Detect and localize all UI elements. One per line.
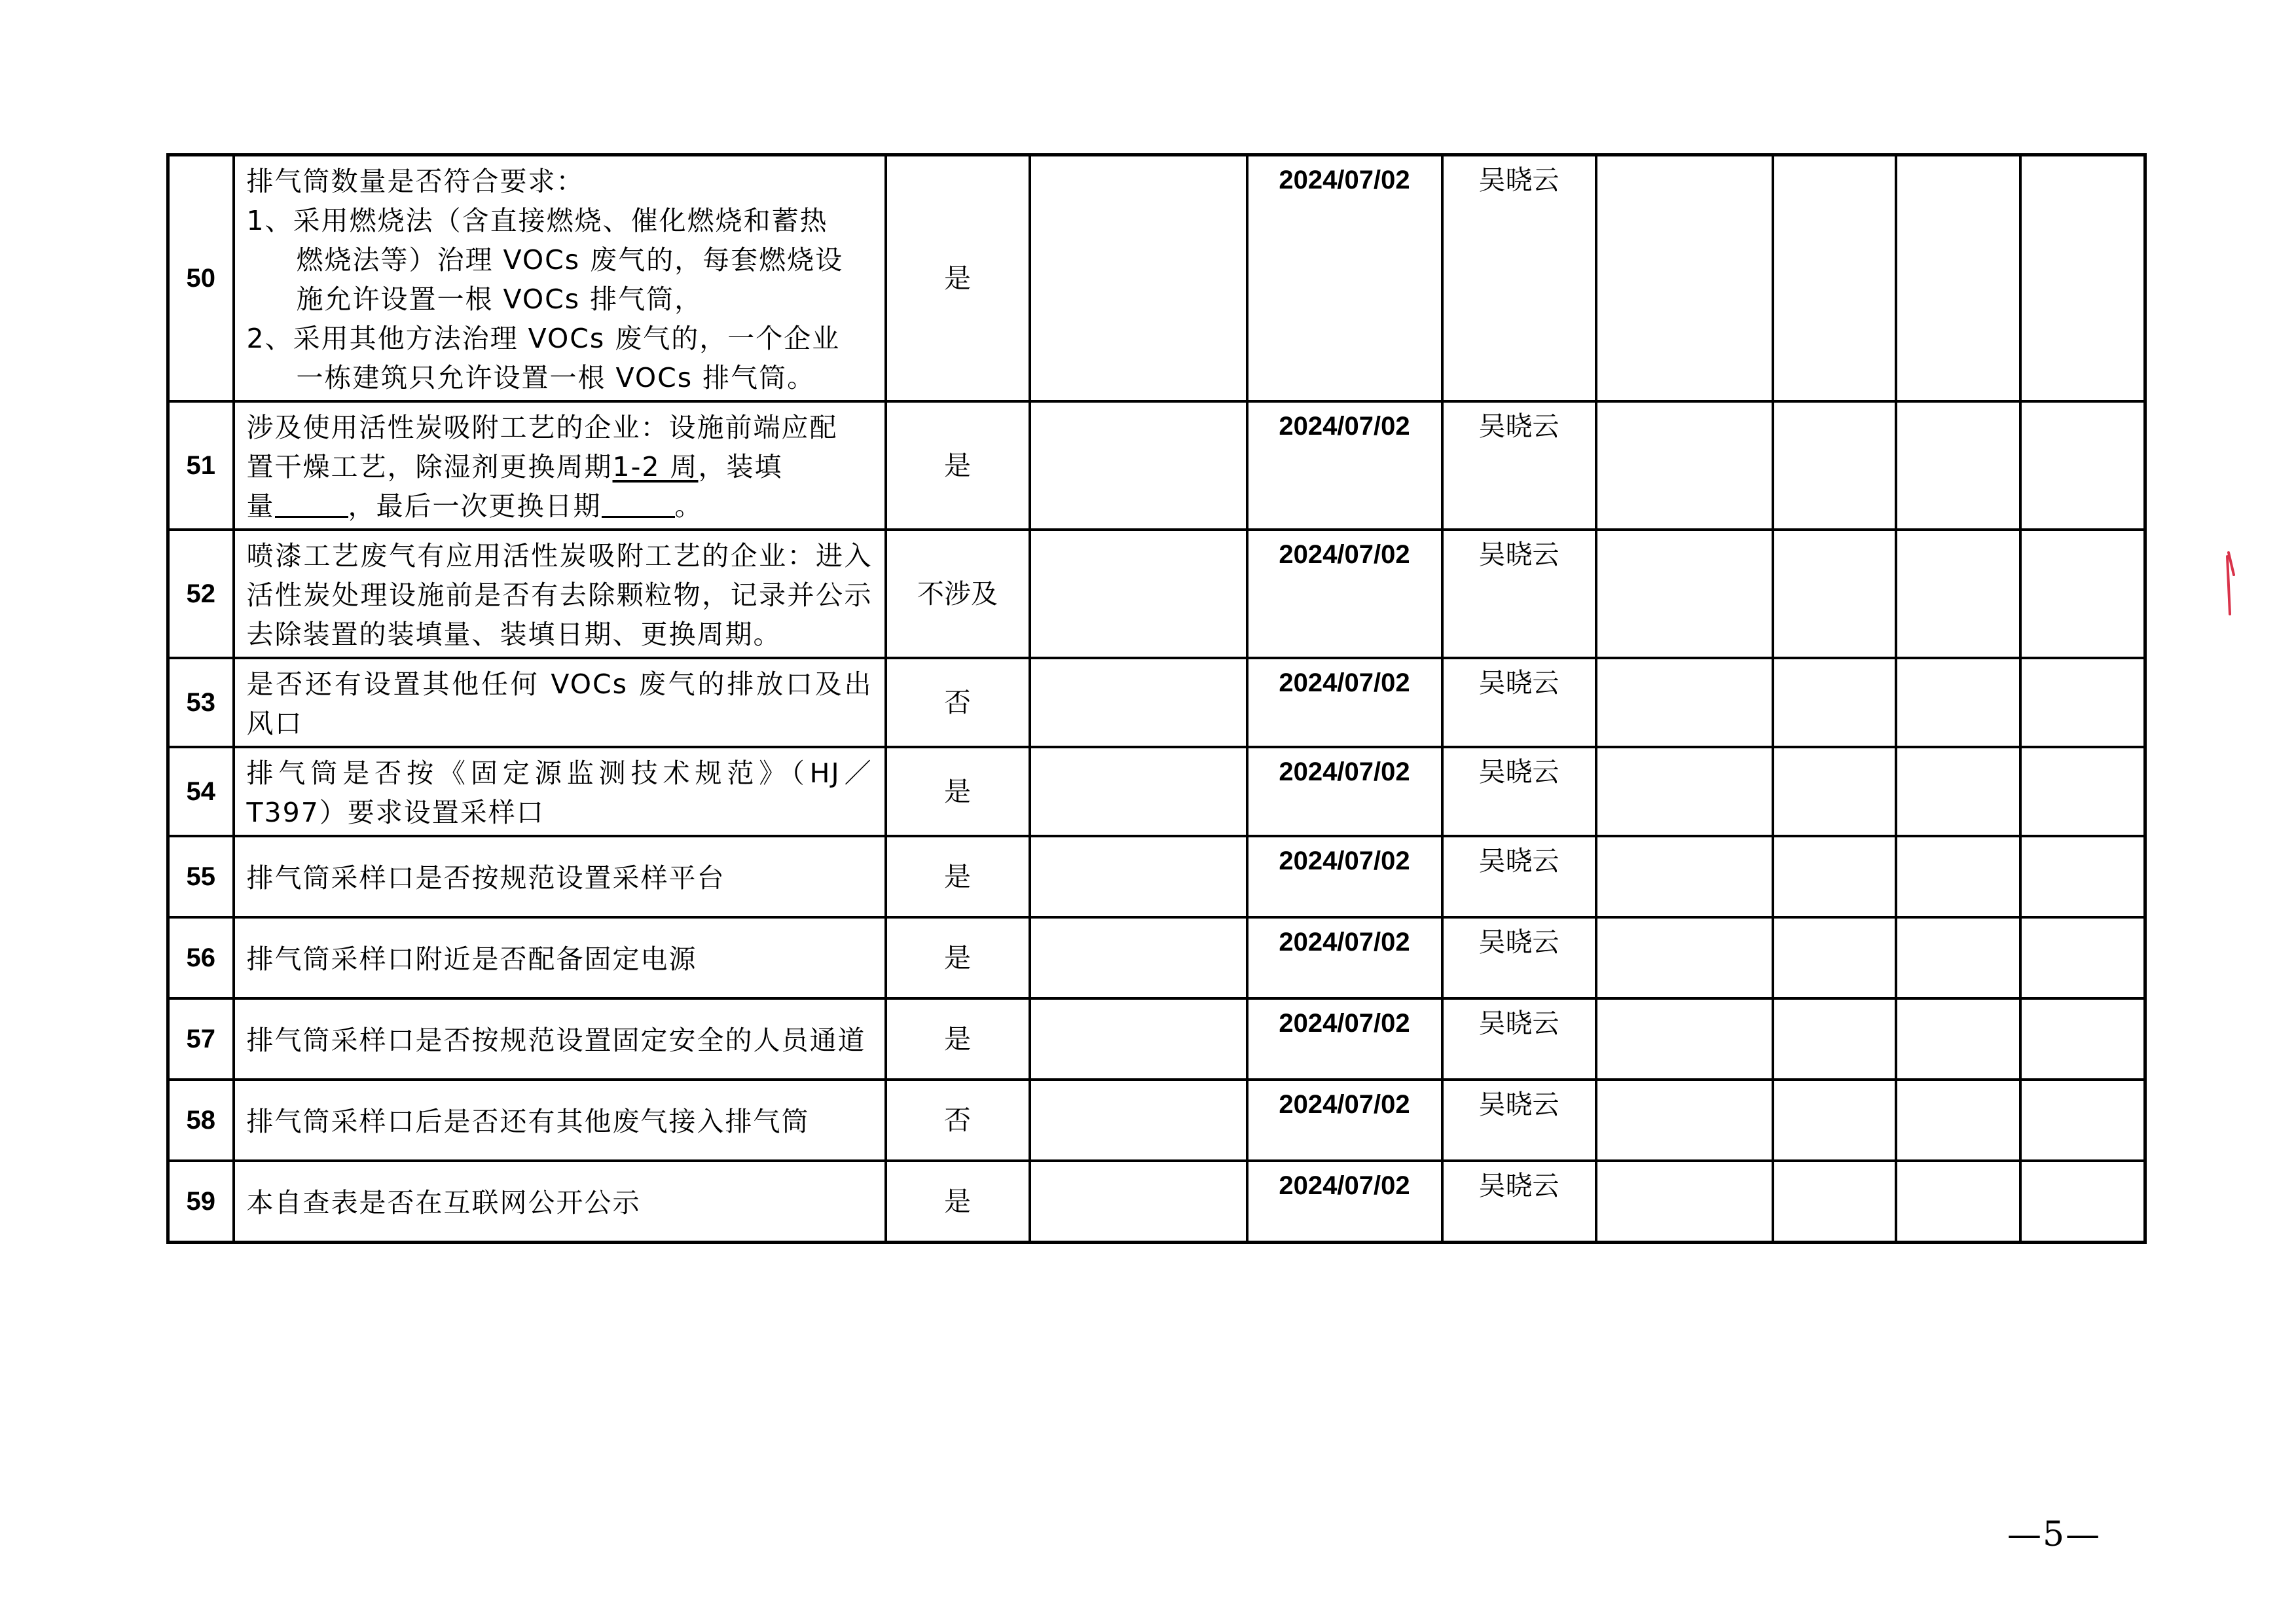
check-item: [234, 155, 886, 402]
check-item: 喷漆工艺废气有应用活性炭吸附工艺的企业：进入活性炭处理设施前是否有去除颗粒物，记录并公示去除装置的装填量、装填日期、更换周期。: [234, 530, 886, 658]
person-cell: 吴晓云: [1442, 747, 1596, 836]
date-cell: 2024/07/02: [1247, 917, 1442, 998]
empty-cell: [1596, 836, 1773, 917]
empty-cell: [2020, 401, 2145, 530]
empty-cell: [1773, 155, 1896, 402]
date-cell: 2024/07/02: [1247, 658, 1442, 747]
empty-cell: [1896, 998, 2020, 1080]
empty-cell: [1596, 917, 1773, 998]
remark-cell: [1030, 155, 1247, 402]
empty-cell: [1596, 530, 1773, 658]
answer-cell: 是: [886, 747, 1030, 836]
item-text: ，最后一次更换日期: [348, 490, 602, 522]
person-cell: 吴晓云: [1442, 530, 1596, 658]
answer-cell: 是: [886, 155, 1030, 402]
row-number: 51: [168, 401, 234, 530]
person-cell: 吴晓云: [1442, 658, 1596, 747]
fill-blank: [275, 490, 348, 518]
answer-cell: 是: [886, 917, 1030, 998]
person-cell: 吴晓云: [1442, 917, 1596, 998]
empty-cell: [1773, 917, 1896, 998]
check-item: 排气筒采样口后是否还有其他废气接入排气筒: [234, 1080, 886, 1161]
item-line: 2、采用其他方法治理 VOCs 废气的，一个企业: [246, 323, 841, 354]
row-number: 52: [168, 530, 234, 658]
date-cell: 2024/07/02: [1247, 747, 1442, 836]
empty-cell: [2020, 658, 2145, 747]
answer-cell: 是: [886, 998, 1030, 1080]
date-cell: 2024/07/02: [1247, 530, 1442, 658]
table-row: [168, 401, 2145, 530]
item-line: 1、采用燃烧法（含直接燃烧、催化燃烧和蓄热: [246, 205, 828, 236]
empty-cell: [2020, 836, 2145, 917]
remark-cell: [1030, 998, 1247, 1080]
empty-cell: [1596, 155, 1773, 402]
item-text: ，装填: [698, 451, 783, 483]
empty-cell: [2020, 530, 2145, 658]
remark-cell: [1030, 1161, 1247, 1242]
person-cell: 吴晓云: [1442, 155, 1596, 402]
item-line: 涉及使用活性炭吸附工艺的企业：设施前端应配: [246, 412, 838, 443]
page-number: —5—: [2007, 1515, 2102, 1554]
empty-cell: [1896, 1080, 2020, 1161]
date-cell: 2024/07/02: [1247, 998, 1442, 1080]
empty-cell: [1596, 658, 1773, 747]
check-item: [234, 401, 886, 530]
remark-cell: [1030, 917, 1247, 998]
person-cell: 吴晓云: [1442, 836, 1596, 917]
empty-cell: [1773, 1161, 1896, 1242]
stamp-stroke: [2227, 553, 2234, 614]
item-text: 置干燥工艺，除湿剂更换周期: [246, 451, 613, 483]
row-number: 54: [168, 747, 234, 836]
empty-cell: [2020, 1161, 2145, 1242]
empty-cell: [2020, 747, 2145, 836]
row-number: 56: [168, 917, 234, 998]
empty-cell: [2020, 1080, 2145, 1161]
empty-cell: [2020, 155, 2145, 402]
check-item: 排气筒采样口附近是否配备固定电源: [234, 917, 886, 998]
table-row: [168, 530, 2145, 658]
item-line: 燃烧法等）治理 VOCs 废气的，每套燃烧设: [296, 244, 844, 276]
table-row: [168, 836, 2145, 917]
check-item: 是否还有设置其他任何 VOCs 废气的排放口及出风口: [234, 658, 886, 747]
table-row: [168, 155, 2145, 402]
empty-cell: [1596, 1161, 1773, 1242]
table-row: [168, 1161, 2145, 1242]
item-line: 一栋建筑只允许设置一根 VOCs 排气筒。: [296, 362, 816, 393]
replacement-cycle: 1-2 周: [612, 451, 699, 483]
item-line: 施允许设置一根 VOCs 排气筒，: [296, 283, 703, 315]
empty-cell: [1596, 747, 1773, 836]
row-number: 59: [168, 1161, 234, 1242]
empty-cell: [1773, 658, 1896, 747]
table-row: [168, 917, 2145, 998]
empty-cell: [2020, 998, 2145, 1080]
answer-cell: 否: [886, 658, 1030, 747]
empty-cell: [1896, 530, 2020, 658]
item-line: [247, 447, 873, 486]
remark-cell: [1030, 747, 1247, 836]
empty-cell: [1896, 401, 2020, 530]
empty-cell: [1596, 401, 1773, 530]
check-item: 本自查表是否在互联网公开公示: [234, 1161, 886, 1242]
row-number: 53: [168, 658, 234, 747]
empty-cell: [1896, 658, 2020, 747]
table-row: [168, 1080, 2145, 1161]
date-cell: 2024/07/02: [1247, 836, 1442, 917]
check-item: 排气筒采样口是否按规范设置采样平台: [234, 836, 886, 917]
answer-cell: 是: [886, 836, 1030, 917]
empty-cell: [1896, 1161, 2020, 1242]
table-row: [168, 747, 2145, 836]
row-number: 57: [168, 998, 234, 1080]
empty-cell: [1773, 530, 1896, 658]
answer-cell: 否: [886, 1080, 1030, 1161]
answer-cell: 不涉及: [886, 530, 1030, 658]
remark-cell: [1030, 530, 1247, 658]
table-row: [168, 998, 2145, 1080]
date-cell: 2024/07/02: [1247, 155, 1442, 402]
item-text: 。: [674, 490, 703, 522]
empty-cell: [1896, 917, 2020, 998]
check-item: 排气筒采样口是否按规范设置固定安全的人员通道: [234, 998, 886, 1080]
remark-cell: [1030, 836, 1247, 917]
inspection-table: [166, 153, 2147, 1244]
empty-cell: [1896, 155, 2020, 402]
answer-cell: 是: [886, 401, 1030, 530]
date-cell: 2024/07/02: [1247, 1080, 1442, 1161]
person-cell: 吴晓云: [1442, 401, 1596, 530]
remark-cell: [1030, 401, 1247, 530]
date-cell: 2024/07/02: [1247, 401, 1442, 530]
table-row: [168, 658, 2145, 747]
item-line: [247, 486, 873, 526]
empty-cell: [1773, 836, 1896, 917]
empty-cell: [1773, 747, 1896, 836]
remark-cell: [1030, 1080, 1247, 1161]
answer-cell: 是: [886, 1161, 1030, 1242]
person-cell: 吴晓云: [1442, 1161, 1596, 1242]
empty-cell: [1773, 401, 1896, 530]
empty-cell: [1896, 836, 2020, 917]
person-cell: 吴晓云: [1442, 998, 1596, 1080]
red-stamp-mark: [2223, 549, 2236, 621]
date-cell: 2024/07/02: [1247, 1161, 1442, 1242]
row-number: 50: [168, 155, 234, 402]
empty-cell: [1896, 747, 2020, 836]
remark-cell: [1030, 658, 1247, 747]
empty-cell: [1596, 1080, 1773, 1161]
empty-cell: [2020, 917, 2145, 998]
empty-cell: [1773, 1080, 1896, 1161]
fill-blank: [602, 490, 675, 518]
check-item: 排气筒是否按《固定源监测技术规范》（HJ／T397）要求设置采样口: [234, 747, 886, 836]
person-cell: 吴晓云: [1442, 1080, 1596, 1161]
empty-cell: [1773, 998, 1896, 1080]
empty-cell: [1596, 998, 1773, 1080]
item-line: 排气筒数量是否符合要求：: [246, 166, 585, 197]
row-number: 58: [168, 1080, 234, 1161]
item-text: 量: [246, 490, 275, 522]
row-number: 55: [168, 836, 234, 917]
